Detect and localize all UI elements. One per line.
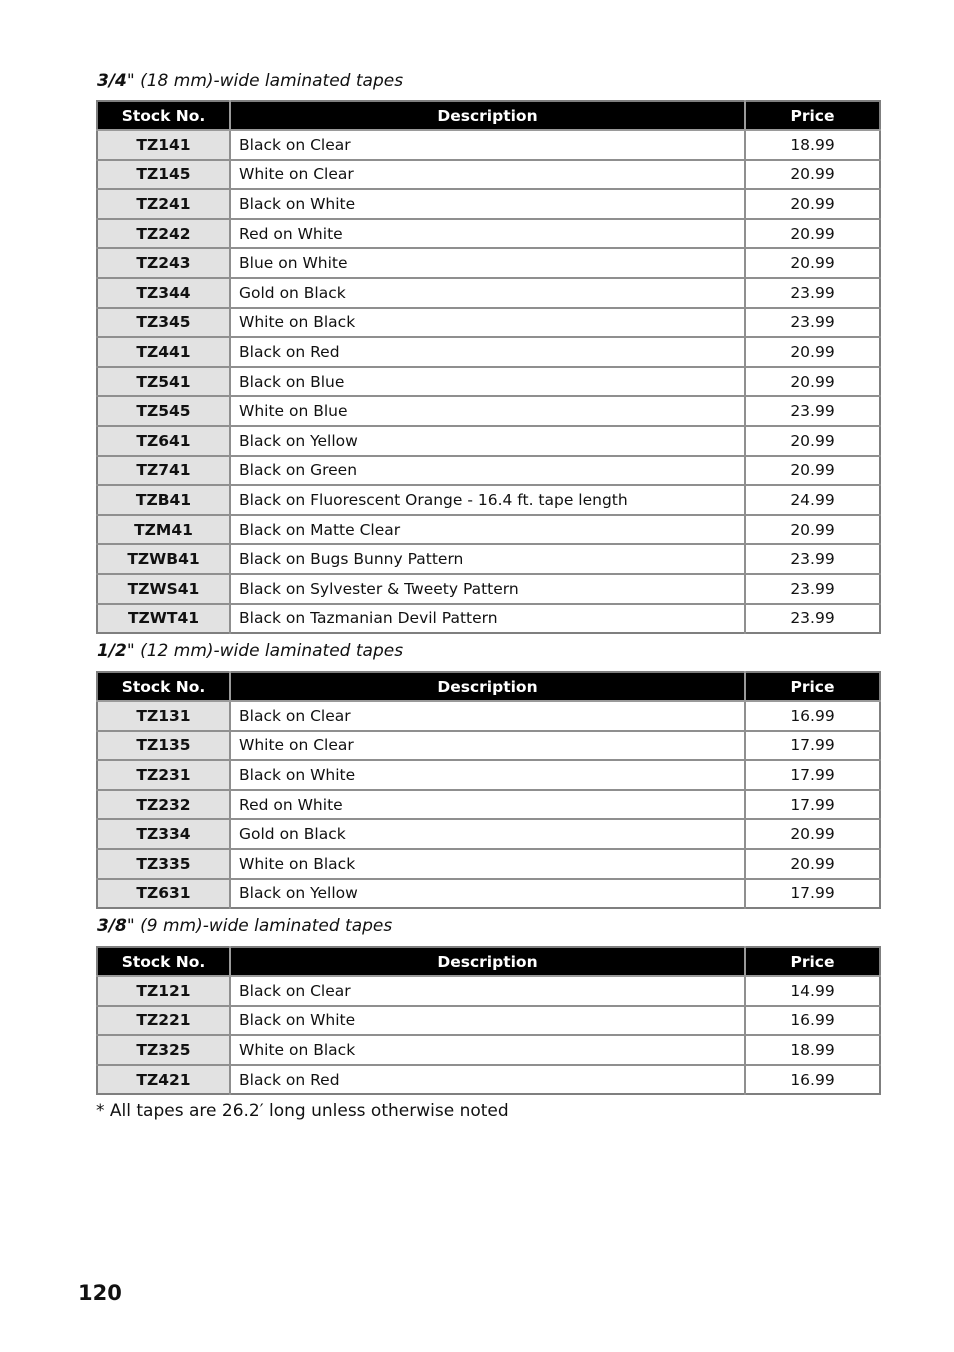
table-row (97, 485, 880, 515)
stock-number-cell: TZ345 (97, 308, 230, 338)
description-cell: Gold on Black (230, 819, 745, 849)
table-row (97, 426, 880, 456)
stock-number-cell: TZWB41 (97, 544, 230, 574)
stock-number-cell: TZ141 (97, 130, 230, 160)
section-title-text: " (9 mm)-wide laminated tapes (126, 916, 393, 936)
price-cell: 24.99 (745, 485, 880, 515)
description-cell: Black on Red (230, 1065, 745, 1095)
description-cell: Black on Clear (230, 130, 745, 160)
table-row (97, 248, 880, 278)
table-row (97, 1035, 880, 1065)
stock-number-cell: TZ243 (97, 248, 230, 278)
header-stock-no: Stock No. (97, 672, 230, 701)
price-cell: 16.99 (745, 1006, 880, 1036)
header-price: Price (745, 672, 880, 701)
description-cell: Black on Clear (230, 701, 745, 731)
description-cell: Black on Fluorescent Orange - 16.4 ft. tape length (230, 485, 745, 515)
price-cell: 20.99 (745, 456, 880, 486)
stock-number-cell: TZ541 (97, 367, 230, 397)
section-title-18mm (97, 71, 403, 91)
stock-number-cell: TZ232 (97, 790, 230, 820)
price-cell: 20.99 (745, 160, 880, 190)
table-row (97, 604, 880, 634)
price-cell: 20.99 (745, 515, 880, 545)
table-row (97, 189, 880, 219)
header-stock-no: Stock No. (97, 947, 230, 976)
stock-number-cell: TZWT41 (97, 604, 230, 634)
description-cell: Black on Blue (230, 367, 745, 397)
description-cell: Black on White (230, 189, 745, 219)
price-cell: 23.99 (745, 574, 880, 604)
header-stock-no: Stock No. (97, 101, 230, 130)
table-row (97, 130, 880, 160)
price-cell: 23.99 (745, 604, 880, 634)
description-cell: White on Blue (230, 396, 745, 426)
table-header-row (97, 672, 880, 701)
price-cell: 17.99 (745, 731, 880, 761)
stock-number-cell: TZ135 (97, 731, 230, 761)
stock-number-cell: TZ631 (97, 879, 230, 909)
section-title-text: " (18 mm)-wide laminated tapes (126, 71, 404, 91)
description-cell: White on Clear (230, 731, 745, 761)
price-cell: 14.99 (745, 976, 880, 1006)
price-cell: 17.99 (745, 760, 880, 790)
description-cell: White on Black (230, 849, 745, 879)
description-cell: Gold on Black (230, 278, 745, 308)
table-row (97, 337, 880, 367)
table-row (97, 396, 880, 426)
section-fraction: 1/2 (97, 641, 127, 661)
table-row (97, 976, 880, 1006)
table-row (97, 544, 880, 574)
footnote: * All tapes are 26.2′ long unless otherwise noted (96, 1101, 509, 1121)
stock-number-cell: TZM41 (97, 515, 230, 545)
table-row (97, 515, 880, 545)
description-cell: Black on Clear (230, 976, 745, 1006)
table-row (97, 367, 880, 397)
table-row (97, 849, 880, 879)
description-cell: Black on Matte Clear (230, 515, 745, 545)
tapes-table-18mm (96, 100, 881, 634)
stock-number-cell: TZ335 (97, 849, 230, 879)
table-row (97, 819, 880, 849)
table-row (97, 731, 880, 761)
stock-number-cell: TZ344 (97, 278, 230, 308)
stock-number-cell: TZ221 (97, 1006, 230, 1036)
price-cell: 20.99 (745, 367, 880, 397)
description-cell: Red on White (230, 790, 745, 820)
stock-number-cell: TZ231 (97, 760, 230, 790)
table-row (97, 701, 880, 731)
price-cell: 23.99 (745, 544, 880, 574)
description-cell: White on Black (230, 308, 745, 338)
stock-number-cell: TZB41 (97, 485, 230, 515)
section-fraction: 3/4 (97, 71, 127, 91)
stock-number-cell: TZ242 (97, 219, 230, 249)
price-cell: 20.99 (745, 337, 880, 367)
header-description: Description (230, 672, 745, 701)
price-cell: 20.99 (745, 849, 880, 879)
description-cell: Black on White (230, 1006, 745, 1036)
stock-number-cell: TZ121 (97, 976, 230, 1006)
section-title-9mm (97, 916, 392, 936)
header-price: Price (745, 101, 880, 130)
header-price: Price (745, 947, 880, 976)
stock-number-cell: TZ741 (97, 456, 230, 486)
tapes-table-12mm (96, 671, 881, 909)
description-cell: Red on White (230, 219, 745, 249)
table-row (97, 760, 880, 790)
table-row (97, 278, 880, 308)
description-cell: Black on Tazmanian Devil Pattern (230, 604, 745, 634)
tapes-table-9mm (96, 946, 881, 1095)
stock-number-cell: TZ325 (97, 1035, 230, 1065)
description-cell: Black on Red (230, 337, 745, 367)
table-row (97, 456, 880, 486)
description-cell: Black on Yellow (230, 879, 745, 909)
price-cell: 16.99 (745, 701, 880, 731)
page-number: 120 (78, 1281, 122, 1305)
description-cell: Black on Green (230, 456, 745, 486)
price-cell: 18.99 (745, 130, 880, 160)
price-cell: 17.99 (745, 879, 880, 909)
table-row (97, 1065, 880, 1095)
price-cell: 20.99 (745, 819, 880, 849)
section-fraction: 3/8 (97, 916, 127, 936)
stock-number-cell: TZ441 (97, 337, 230, 367)
table-row (97, 790, 880, 820)
price-cell: 23.99 (745, 308, 880, 338)
price-cell: 20.99 (745, 219, 880, 249)
price-cell: 20.99 (745, 248, 880, 278)
stock-number-cell: TZ641 (97, 426, 230, 456)
price-cell: 20.99 (745, 426, 880, 456)
stock-number-cell: TZ545 (97, 396, 230, 426)
table-header-row (97, 947, 880, 976)
header-description: Description (230, 101, 745, 130)
table-row (97, 574, 880, 604)
table-row (97, 160, 880, 190)
table-row (97, 308, 880, 338)
description-cell: Black on Bugs Bunny Pattern (230, 544, 745, 574)
table-row (97, 219, 880, 249)
header-description: Description (230, 947, 745, 976)
price-cell: 18.99 (745, 1035, 880, 1065)
price-cell: 16.99 (745, 1065, 880, 1095)
stock-number-cell: TZ241 (97, 189, 230, 219)
stock-number-cell: TZ131 (97, 701, 230, 731)
stock-number-cell: TZWS41 (97, 574, 230, 604)
price-cell: 23.99 (745, 396, 880, 426)
description-cell: Black on Sylvester & Tweety Pattern (230, 574, 745, 604)
table-row (97, 879, 880, 909)
description-cell: White on Clear (230, 160, 745, 190)
price-cell: 20.99 (745, 189, 880, 219)
stock-number-cell: TZ145 (97, 160, 230, 190)
description-cell: Black on Yellow (230, 426, 745, 456)
description-cell: White on Black (230, 1035, 745, 1065)
price-cell: 23.99 (745, 278, 880, 308)
description-cell: Blue on White (230, 248, 745, 278)
stock-number-cell: TZ421 (97, 1065, 230, 1095)
price-cell: 17.99 (745, 790, 880, 820)
table-row (97, 1006, 880, 1036)
table-header-row (97, 101, 880, 130)
section-title-text: " (12 mm)-wide laminated tapes (126, 641, 404, 661)
description-cell: Black on White (230, 760, 745, 790)
section-title-12mm (97, 641, 403, 661)
stock-number-cell: TZ334 (97, 819, 230, 849)
